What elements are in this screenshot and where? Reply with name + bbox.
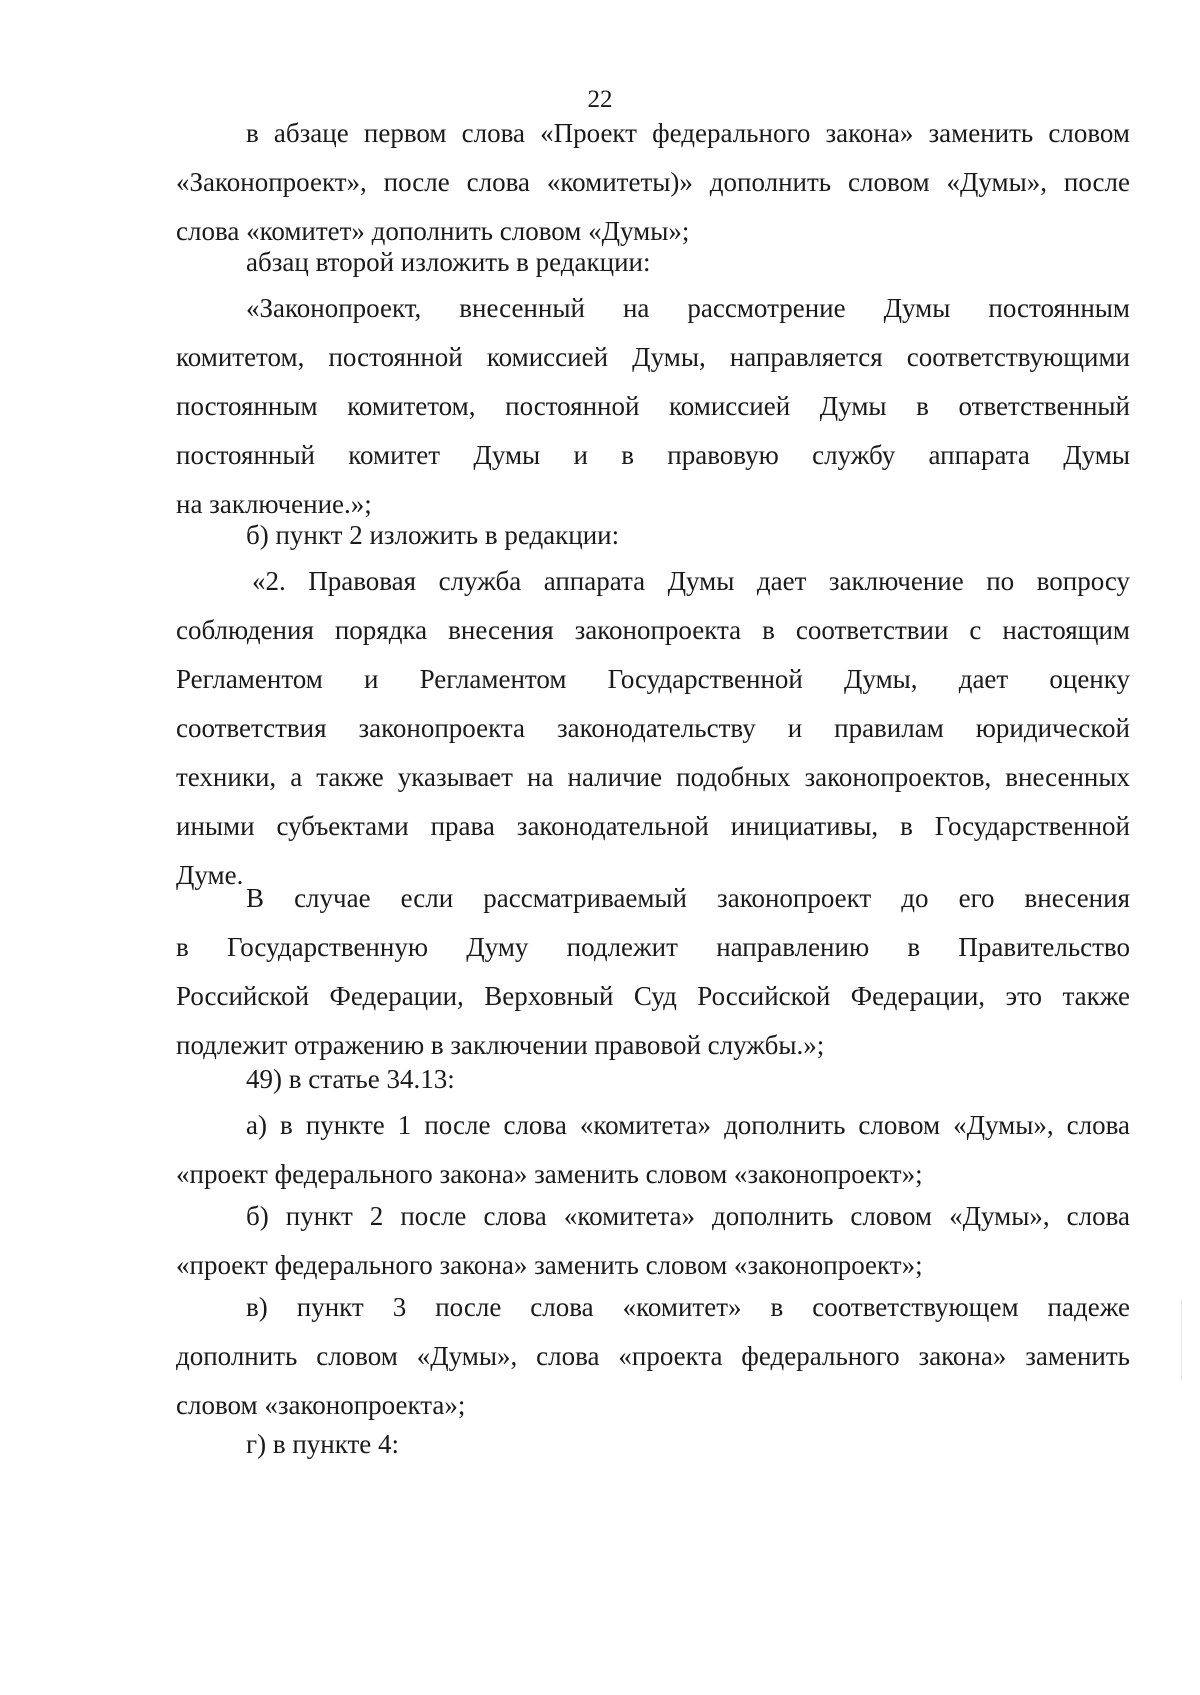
text-line: б) пункт 2 после слова «комитета» дополнить словом «Думы», слова xyxy=(246,1201,1130,1231)
paragraph-11 xyxy=(176,1420,1130,1469)
text-line: Российской Федерации, Верховный Суд Российской Федерации, это также xyxy=(176,981,1130,1011)
paragraph-6 xyxy=(176,874,1130,1070)
text-line: а) в пункте 1 после слова «комитета» дополнить словом «Думы», слова xyxy=(246,1110,1130,1140)
paragraph-9 xyxy=(176,1192,1130,1290)
text-line: «2. Правовая служба аппарата Думы дает заключение по вопросу xyxy=(252,566,1130,596)
page-number: 22 xyxy=(587,86,613,113)
text-line: 49) в статье 34.13: xyxy=(246,1064,455,1094)
text-line: В случае если рассматриваемый законопроект до его внесения xyxy=(246,883,1130,913)
text-line: «проект федерального закона» заменить словом «законопроект»; xyxy=(176,1250,923,1280)
text-line: «Законопроект», после слова «комитеты)» дополнить словом «Думы», после xyxy=(176,167,1130,197)
text-line: в Государственную Думу подлежит направлению в Правительство xyxy=(176,932,1130,962)
paragraph-1 xyxy=(176,109,1130,256)
text-line: г) в пункте 4: xyxy=(246,1429,400,1459)
text-line: на заключение.»; xyxy=(176,489,372,519)
text-line: соблюдения порядка внесения законопроекта в соответствии с настоящим xyxy=(176,615,1130,645)
text-line: постоянным комитетом, постоянной комиссией Думы в ответственный xyxy=(176,391,1130,421)
text-line: «Законопроект, внесенный на рассмотрение Думы постоянным xyxy=(246,293,1130,323)
text-line: словом «законопроекта»; xyxy=(176,1390,466,1420)
text-line: б) пункт 2 изложить в редакции: xyxy=(246,520,620,550)
text-line: техники, а также указывает на наличие подобных законопроектов, внесенных xyxy=(176,762,1130,792)
text-line: Регламентом и Регламентом Государственной Думы, дает оценку xyxy=(176,664,1130,694)
text-line: иными субъектами права законодательной инициативы, в Государственной xyxy=(176,811,1130,841)
text-line: дополнить словом «Думы», слова «проекта федерального закона» заменить xyxy=(176,1341,1130,1371)
paragraph-7 xyxy=(176,1055,1130,1104)
paragraph-10 xyxy=(176,1283,1130,1430)
text-line: соответствия законопроекта законодательству и правилам юридической xyxy=(176,713,1130,743)
text-line: комитетом, постоянной комиссией Думы, направляется соответствующими xyxy=(176,342,1130,372)
text-line: Думе. xyxy=(176,860,244,890)
paragraph-4 xyxy=(176,511,1130,560)
scan-edge-mark xyxy=(1181,1300,1182,1380)
paragraph-2 xyxy=(176,238,1130,287)
paragraph-8 xyxy=(176,1101,1130,1199)
text-line: абзац второй изложить в редакции: xyxy=(246,247,651,277)
text-line: «проект федерального закона» заменить словом «законопроект»; xyxy=(176,1159,923,1189)
paragraph-3 xyxy=(176,284,1130,529)
paragraph-5 xyxy=(176,557,1130,900)
text-line: слова «комитет» дополнить словом «Думы»; xyxy=(176,216,690,246)
text-line: в абзаце первом слова «Проект федерального закона» заменить словом xyxy=(246,118,1130,148)
text-line: подлежит отражению в заключении правовой службы.»; xyxy=(176,1030,825,1060)
text-line: постоянный комитет Думы и в правовую службу аппарата Думы xyxy=(176,440,1130,470)
text-line: в) пункт 3 после слова «комитет» в соответствующем падеже xyxy=(246,1292,1130,1322)
